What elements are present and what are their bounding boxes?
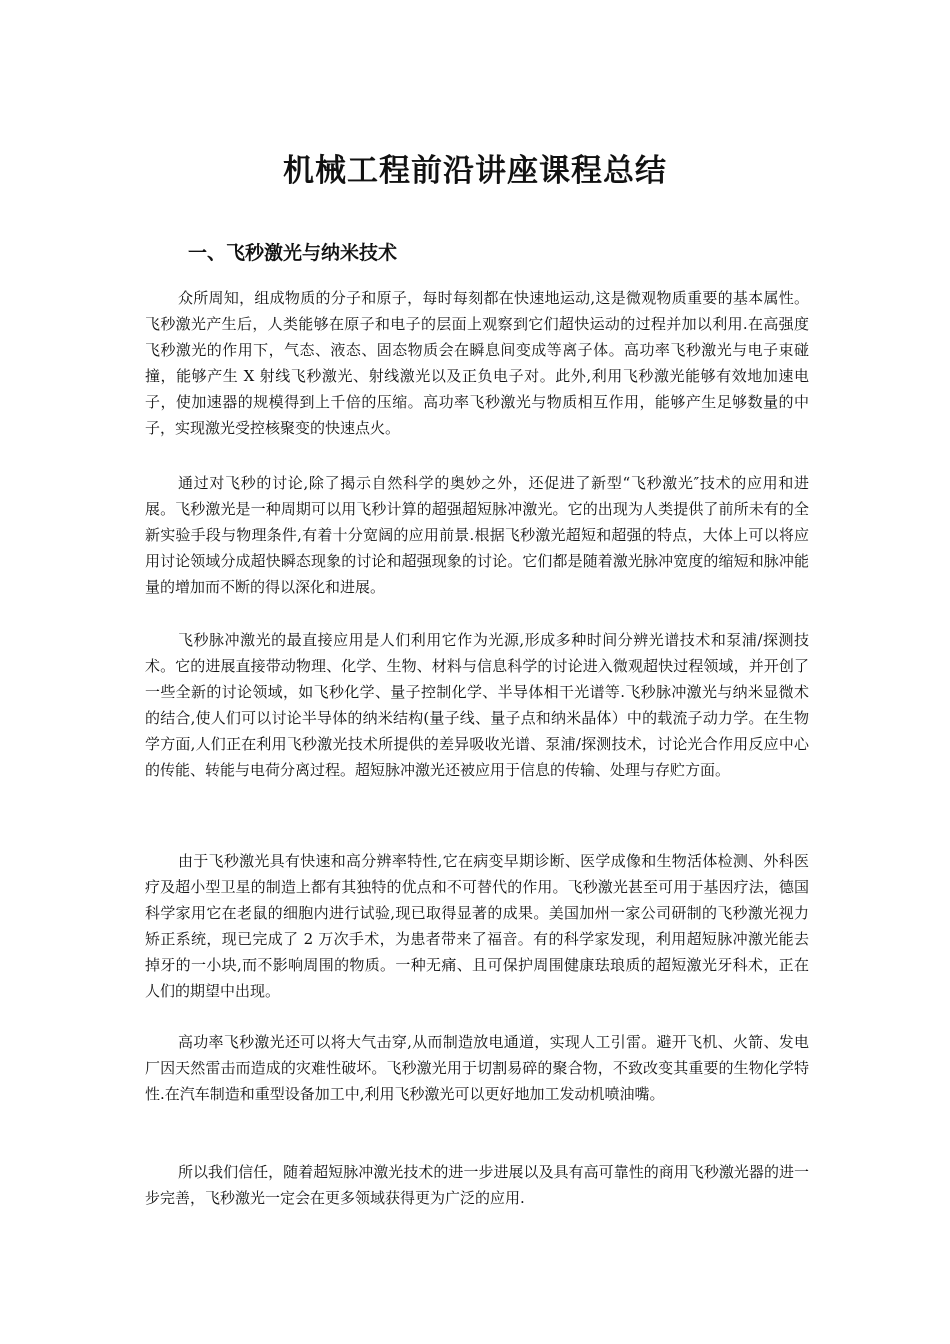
paragraph-5: 高功率飞秒激光还可以将大气击穿,从而制造放电通道，实现人工引雷。避开飞机、火箭、发电厂因天然雷击而造成的灾难性破坏。飞秒激光用于切割易碎的聚合物，不致改变其重要的生物化学特性.在汽车制造和重型设备加工中,利用飞秒激光可以更好地加工发动机喷油嘴。 [145,1033,809,1103]
paragraph-1: 众所周知，组成物质的分子和原子，每时每刻都在快速地运动,这是微观物质重要的基本属性。飞秒激光产生后，人类能够在原子和电子的层面上观察到它们超快运动的过程并加以利用.在高强度飞秒激光的作用下，气态、液态、固态物质会在瞬息间变成等离子体。高功率飞秒激光与电子束碰撞，能够产生 X 射线飞秒激光、射线激光以及正负电子对。此外,利用飞秒激光能够有效地加速电子，使加速器的规模得到上千倍的压缩。高功率飞秒激光与物质相互作用，能够产生足够数量的中子，实现激光受控核聚变的快速点火。 [145,289,809,437]
paragraph-4: 由于飞秒激光具有快速和高分辨率特性,它在病变早期诊断、医学成像和生物活体检测、外科医疗及超小型卫星的制造上都有其独特的优点和不可替代的作用。飞秒激光甚至可用于基因疗法，德国科学家用它在老鼠的细胞内进行试验,现已取得显著的成果。美国加州一家公司研制的飞秒激光视力矫正系统，现已完成了 2 万次手术，为患者带来了福音。有的科学家发现，利用超短脉冲激光能去掉牙的一小块,而不影响周围的物质。一种无痛、且可保护周围健康珐琅质的超短激光牙科术，正在人们的期望中出现。 [145,852,809,1000]
paragraph-6: 所以我们信任，随着超短脉冲激光技术的进一步进展以及具有高可靠性的商用飞秒激光器的进一步完善，飞秒激光一定会在更多领域获得更为广泛的应用. [145,1163,809,1207]
paragraph-3: 飞秒脉冲激光的最直接应用是人们利用它作为光源,形成多种时间分辨光谱技术和泵浦/探测技术。它的进展直接带动物理、化学、生物、材料与信息科学的讨论进入微观超快过程领域，并开创了一些全新的讨论领域，如飞秒化学、量子控制化学、半导体相干光谱等.飞秒脉冲激光与纳米显微术的结合,使人们可以讨论半导体的纳米结构(量子线、量子点和纳米晶体）中的载流子动力学。在生物学方面,人们正在利用飞秒激光技术所提供的差异吸收光谱、泵浦/探测技术，讨论光合作用反应中心的传能、转能与电荷分离过程。超短脉冲激光还被应用于信息的传输、处理与存贮方面。 [145,631,809,779]
paragraph-2: 通过对飞秒的讨论,除了揭示自然科学的奥妙之外，还促进了新型“飞秒激光″技术的应用和进展。飞秒激光是一种周期可以用飞秒计算的超强超短脉冲激光。它的出现为人类提供了前所未有的全新实验手段与物理条件,有着十分宽阔的应用前景.根据飞秒激光超短和超强的特点，大体上可以将应用讨论领域分成超快瞬态现象的讨论和超强现象的讨论。它们都是随着激光脉冲宽度的缩短和脉冲能量的增加而不断的得以深化和进展。 [145,474,809,596]
page-title: 机械工程前沿讲座课程总结 [283,153,667,189]
section-heading: 一、飞秒激光与纳米技术 [188,242,398,264]
